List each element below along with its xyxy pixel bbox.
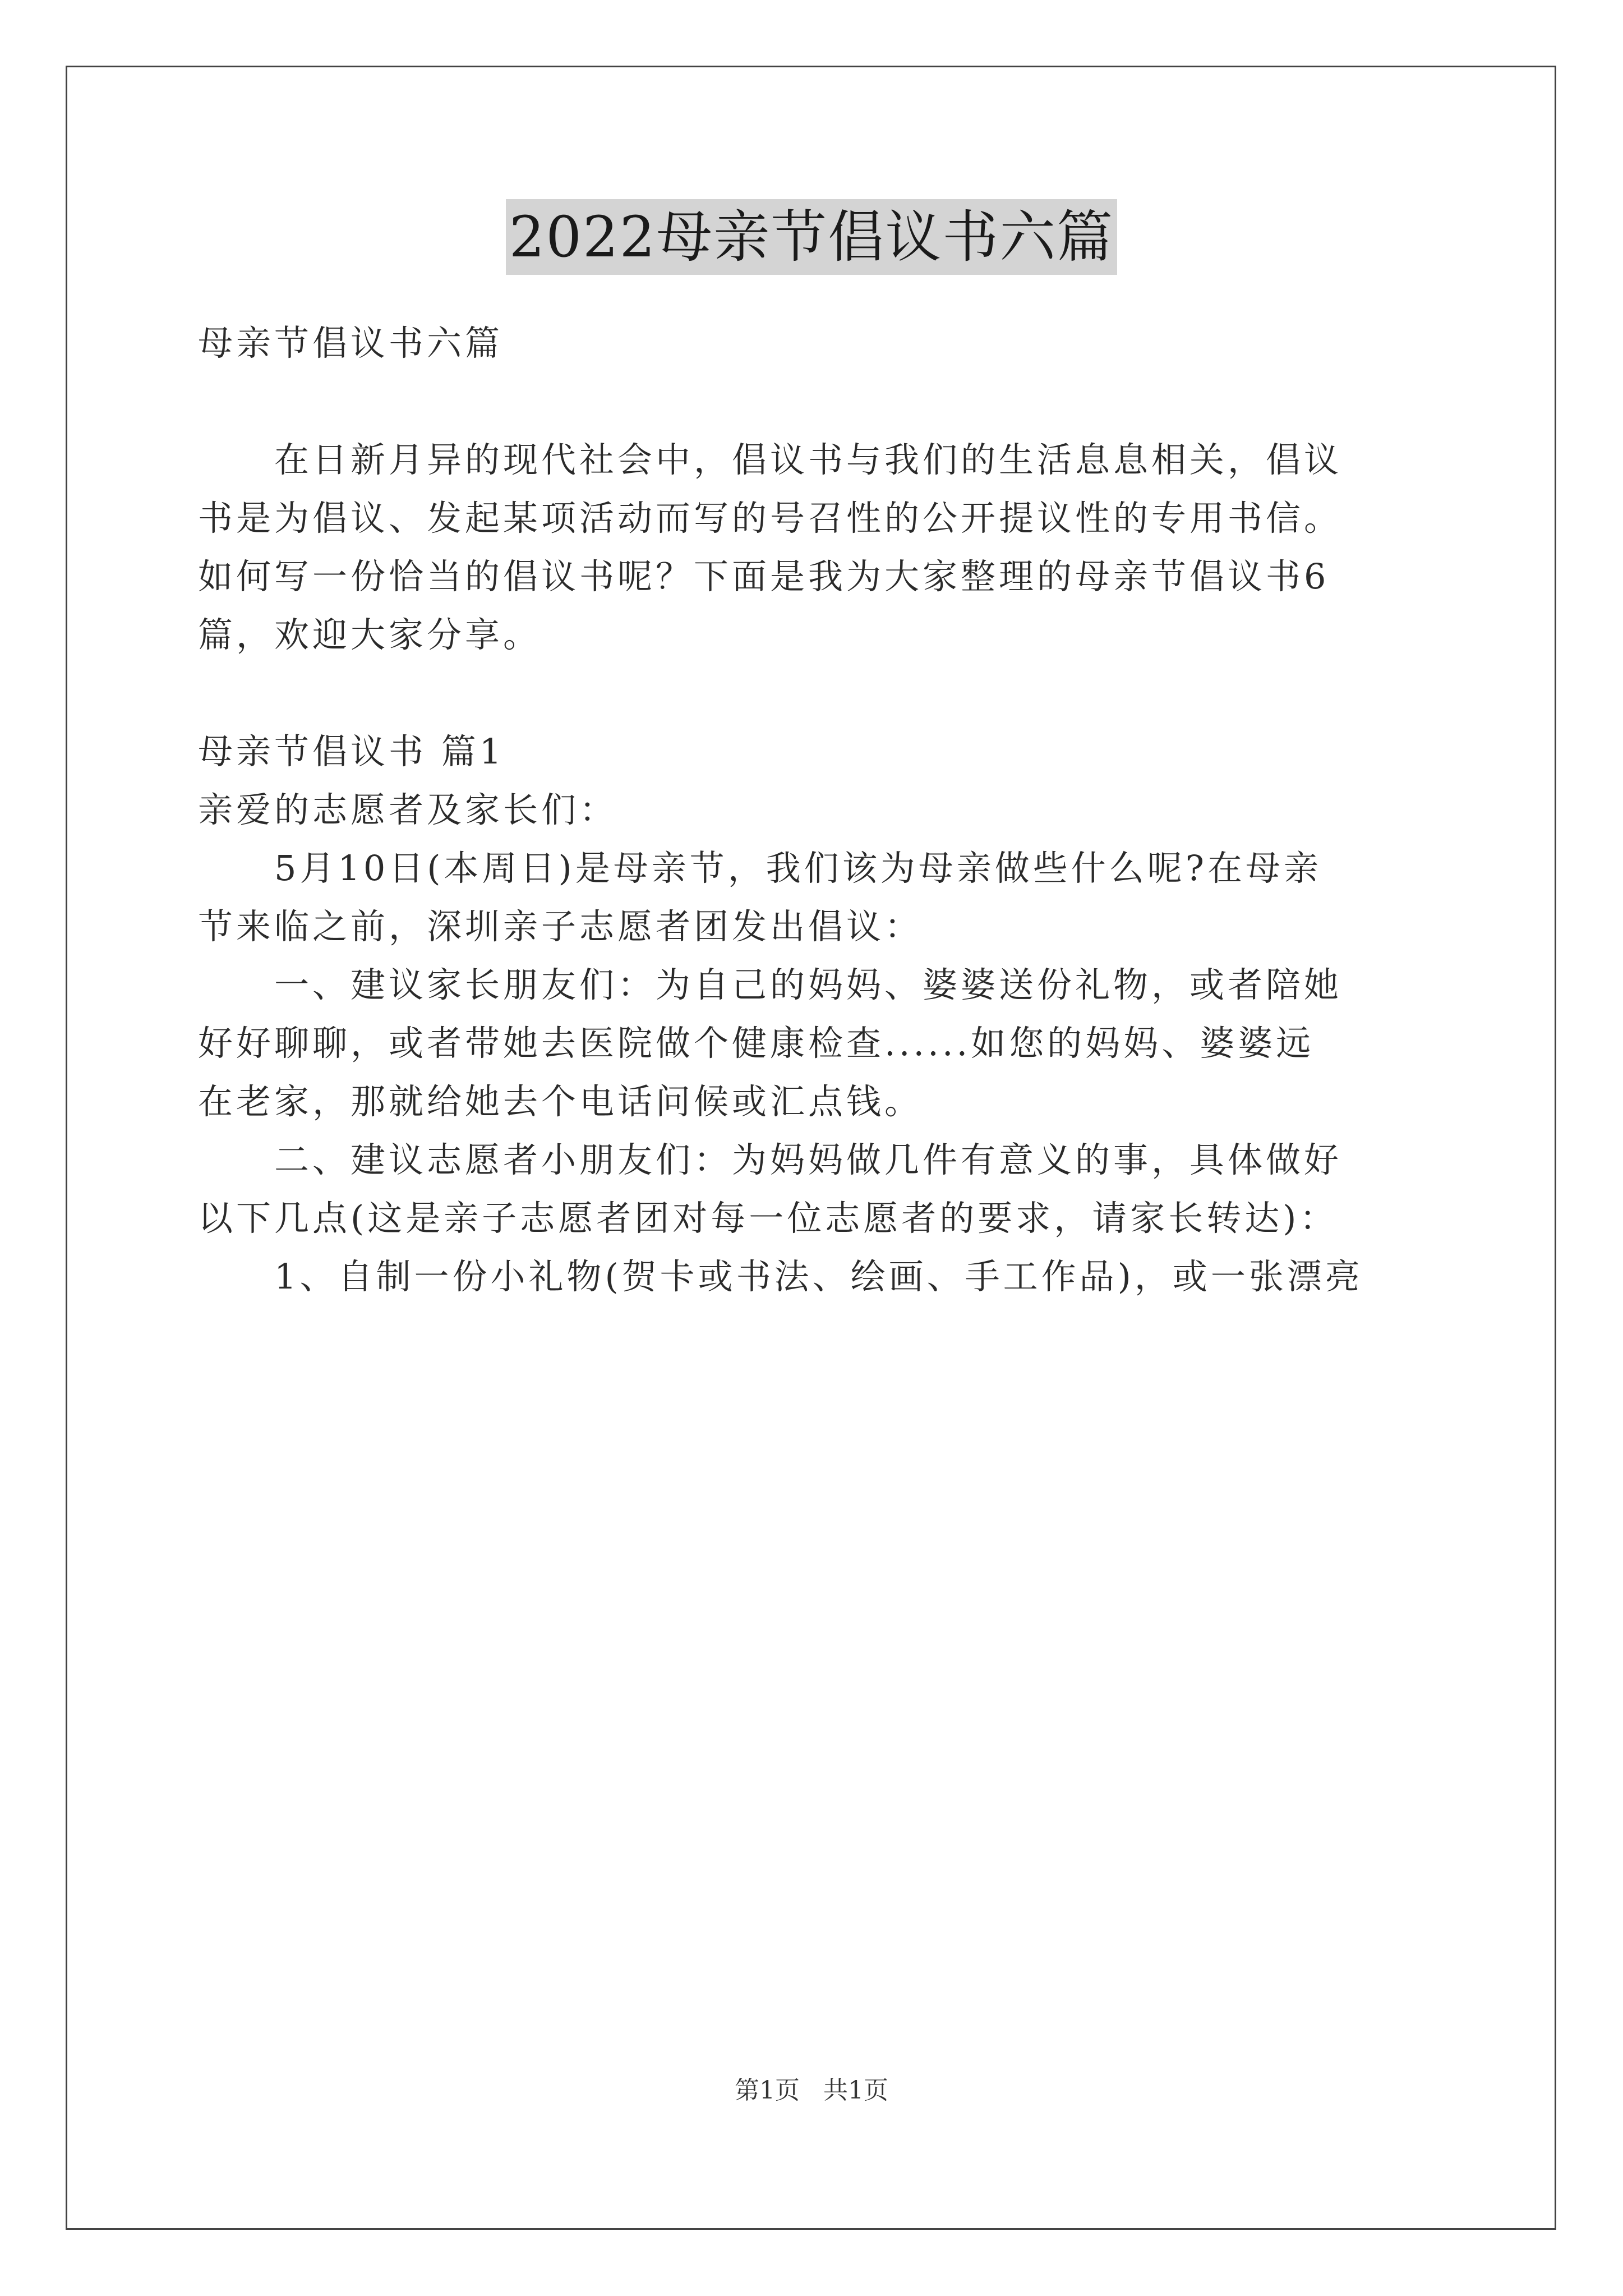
body-paragraph [198,1131,1432,1248]
document-title-wrapper [0,199,1623,275]
page-footer [0,2070,1623,2106]
intro-line: 在日新月异的现代社会中，倡议书与我们的生活息息相关，倡议 [198,439,1343,480]
paragraph-line: 在老家，那就给她去个电话问候或汇点钱。 [198,1081,923,1122]
paragraph-line: 节来临之前，深圳亲子志愿者团发出倡议： [198,906,923,947]
body-paragraph [198,839,1432,956]
document-body [198,314,1432,1306]
intro-line: 书是为倡议、发起某项活动而写的号召性的公开提议性的专用书信。 [198,498,1343,539]
paragraph-line: 1、自制一份小礼物(贺卡或书法、绘画、手工作品)，或一张漂亮 [198,1256,1363,1297]
paragraph-line: 一、建议家长朋友们：为自己的妈妈、婆婆送份礼物，或者陪她 [198,964,1343,1005]
paragraph-line: 5月10日(本周日)是母亲节，我们该为母亲做些什么呢?在母亲 [198,848,1322,889]
section-heading: 母亲节倡议书 篇1 [198,731,505,772]
body-paragraph [198,956,1432,1131]
body-paragraph [198,1248,1432,1306]
paragraph-line: 二、建议志愿者小朋友们：为妈妈做几件有意义的事，具体做好 [198,1139,1343,1180]
page-number-current: 第1页 [735,2076,800,2105]
intro-line: 如何写一份恰当的倡议书呢？下面是我为大家整理的母亲节倡议书6 [198,556,1330,597]
salutation: 亲爱的志愿者及家长们： [198,789,618,830]
paragraph-line: 好好聊聊，或者带她去医院做个健康检查......如您的妈妈、婆婆远 [198,1023,1315,1064]
subtitle: 母亲节倡议书六篇 [198,323,504,364]
intro-line: 篇，欢迎大家分享。 [198,614,542,655]
intro-paragraph [198,431,1432,664]
paragraph-line: 以下几点(这是亲子志愿者团对每一位志愿者的要求，请家长转达)： [198,1198,1338,1239]
page-number-total: 共1页 [823,2076,888,2105]
document-title: 2022母亲节倡议书六篇 [506,199,1118,275]
